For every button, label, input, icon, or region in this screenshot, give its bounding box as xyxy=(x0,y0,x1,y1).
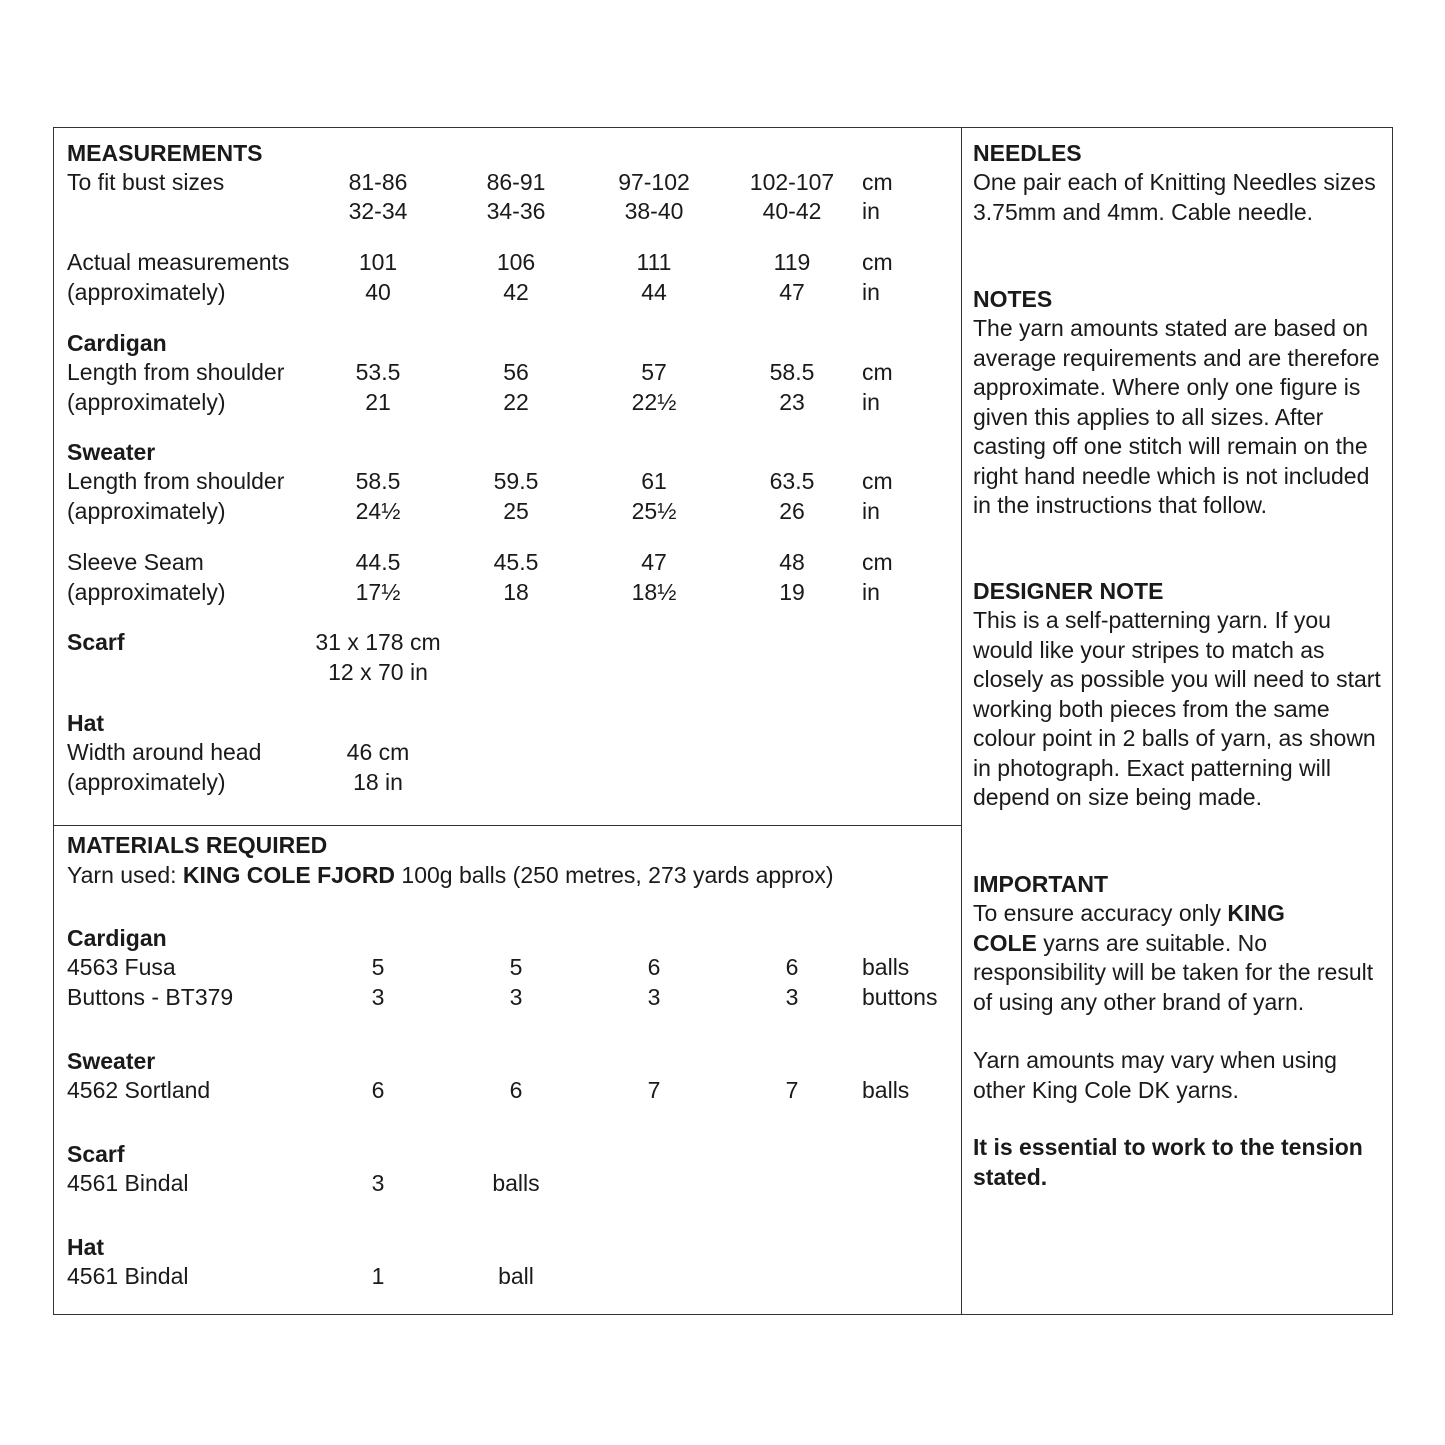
mat-cardigan-buttons-1: 3 xyxy=(371,984,385,1010)
mat-scarf-yarn-value: 3 xyxy=(371,1170,385,1196)
cardigan-in-4: 23 xyxy=(779,389,805,415)
hat-size-cm: 46 cm xyxy=(346,739,410,765)
important-text xyxy=(973,899,1385,1017)
sweater-approx-label: (approximately) xyxy=(67,498,226,524)
actual-cm-3: 111 xyxy=(636,249,672,275)
notes-title: NOTES xyxy=(973,286,1053,312)
unit-cm: cm xyxy=(862,468,893,494)
mat-cardigan-buttons-4: 3 xyxy=(785,984,799,1010)
mat-cardigan-yarn-2: 5 xyxy=(509,954,523,980)
actual-cm-1: 101 xyxy=(358,249,398,275)
mat-cardigan-yarn-4: 6 xyxy=(785,954,799,980)
hat-heading: Hat xyxy=(67,710,105,736)
mat-hat-yarn-label: 4561 Bindal xyxy=(67,1263,189,1289)
actual-cm-4: 119 xyxy=(773,249,811,275)
needles-title: NEEDLES xyxy=(973,140,1082,166)
sleeve-in-4: 19 xyxy=(779,579,805,605)
bust-cm-3: 97-102 xyxy=(618,169,690,195)
actual-in-2: 42 xyxy=(503,279,529,305)
sleeve-label: Sleeve Seam xyxy=(67,549,204,575)
sweater-in-1: 24½ xyxy=(355,498,401,524)
mat-hat-heading: Hat xyxy=(67,1234,105,1260)
notes-text: The yarn amounts stated are based on average requirements and are therefore approximate. Where only one figure is given this applies to all sizes. After casting off one stitch will remain on the right hand needle which is not included in the instructions that follow. xyxy=(973,315,1380,518)
section-divider xyxy=(53,825,961,826)
sleeve-cm-4: 48 xyxy=(779,549,805,575)
cardigan-length-label: Length from shoulder xyxy=(67,359,285,385)
mat-sweater-yarn-unit: balls xyxy=(862,1077,910,1103)
needles-text: One pair each of Knitting Needles sizes 3.75mm and 4mm. Cable needle. xyxy=(973,169,1376,225)
actual-in-1: 40 xyxy=(365,279,391,305)
sleeve-in-3: 18½ xyxy=(631,579,677,605)
bust-cm-1: 81-86 xyxy=(348,169,408,195)
cardigan-in-3: 22½ xyxy=(631,389,677,415)
important-text-suffix: yarns are suitable. No responsibility will be taken for the result of using any other brand of yarn. xyxy=(973,929,1374,1015)
mat-cardigan-buttons-2: 3 xyxy=(509,984,523,1010)
yarn-brand: KING COLE FJORD xyxy=(182,862,396,888)
mat-scarf-heading: Scarf xyxy=(67,1141,125,1167)
yarn-used-prefix: Yarn used: xyxy=(67,862,183,888)
designer-note-title: DESIGNER NOTE xyxy=(973,578,1164,604)
important-title: IMPORTANT xyxy=(973,871,1109,897)
important-brand-king: KING xyxy=(1227,900,1285,926)
sweater-heading: Sweater xyxy=(67,439,156,465)
unit-in: in xyxy=(862,279,880,305)
bust-in-3: 38-40 xyxy=(624,198,684,224)
unit-in: in xyxy=(862,389,880,415)
scarf-size-cm: 31 x 178 cm xyxy=(315,629,441,655)
mat-cardigan-buttons-unit: buttons xyxy=(862,984,938,1010)
unit-cm: cm xyxy=(862,169,893,195)
measurements-title: MEASUREMENTS xyxy=(67,140,263,166)
mat-cardigan-yarn-label: 4563 Fusa xyxy=(67,954,176,980)
yarn-used-suffix: 100g balls (250 metres, 273 yards approx) xyxy=(395,862,834,888)
scarf-size-in: 12 x 70 in xyxy=(328,659,428,685)
unit-in: in xyxy=(862,579,880,605)
unit-cm: cm xyxy=(862,249,893,275)
sweater-cm-1: 58.5 xyxy=(355,468,401,494)
mat-cardigan-yarn-3: 6 xyxy=(647,954,661,980)
mat-scarf-yarn-unit: balls xyxy=(492,1170,540,1196)
mat-scarf-yarn-label: 4561 Bindal xyxy=(67,1170,189,1196)
cardigan-in-1: 21 xyxy=(365,389,391,415)
actual-in-3: 44 xyxy=(641,279,667,305)
sleeve-in-2: 18 xyxy=(503,579,529,605)
unit-cm: cm xyxy=(862,549,893,575)
cardigan-heading: Cardigan xyxy=(67,330,167,356)
designer-note-text: This is a self-patterning yarn. If you would like your stripes to match as closely as possible you will need to start working both pieces from the same colour point in 2 balls of yarn, as shown in photograph. Exact patterning will depend on size being made. xyxy=(973,607,1381,810)
mat-sweater-yarn-1: 6 xyxy=(371,1077,385,1103)
column-divider xyxy=(961,127,962,1315)
sweater-cm-4: 63.5 xyxy=(769,468,815,494)
actual-label: Actual measurements xyxy=(67,249,290,275)
scarf-heading: Scarf xyxy=(67,629,125,655)
unit-in: in xyxy=(862,198,880,224)
sleeve-approx-label: (approximately) xyxy=(67,579,226,605)
actual-label-approx: (approximately) xyxy=(67,279,226,305)
bust-in-4: 40-42 xyxy=(762,198,822,224)
mat-sweater-yarn-4: 7 xyxy=(785,1077,799,1103)
cardigan-approx-label: (approximately) xyxy=(67,389,226,415)
bust-label: To fit bust sizes xyxy=(67,169,225,195)
sleeve-cm-2: 45.5 xyxy=(493,549,539,575)
important-text-2: Yarn amounts may vary when using other King Cole DK yarns. xyxy=(973,1047,1337,1103)
cardigan-cm-4: 58.5 xyxy=(769,359,815,385)
cardigan-cm-2: 56 xyxy=(503,359,529,385)
tension-note: It is essential to work to the tension stated. xyxy=(973,1134,1363,1190)
important-brand-cole: COLE xyxy=(973,929,1037,956)
important-text-prefix: To ensure accuracy only xyxy=(973,900,1228,926)
sweater-cm-2: 59.5 xyxy=(493,468,539,494)
mat-hat-yarn-value: 1 xyxy=(371,1263,385,1289)
mat-hat-yarn-unit: ball xyxy=(498,1263,534,1289)
mat-cardigan-buttons-3: 3 xyxy=(647,984,661,1010)
bust-in-2: 34-36 xyxy=(486,198,546,224)
yarn-used-line xyxy=(67,861,834,891)
unit-in: in xyxy=(862,498,880,524)
sleeve-cm-1: 44.5 xyxy=(355,549,401,575)
sleeve-in-1: 17½ xyxy=(355,579,401,605)
mat-cardigan-yarn-unit: balls xyxy=(862,954,910,980)
mat-sweater-yarn-3: 7 xyxy=(647,1077,661,1103)
mat-sweater-yarn-2: 6 xyxy=(509,1077,523,1103)
sleeve-cm-3: 47 xyxy=(641,549,667,575)
cardigan-cm-1: 53.5 xyxy=(355,359,401,385)
materials-title: MATERIALS REQUIRED xyxy=(67,832,328,858)
mat-cardigan-heading: Cardigan xyxy=(67,925,167,951)
actual-cm-2: 106 xyxy=(496,249,536,275)
mat-sweater-heading: Sweater xyxy=(67,1048,156,1074)
sweater-length-label: Length from shoulder xyxy=(67,468,285,494)
bust-in-1: 32-34 xyxy=(348,198,408,224)
cardigan-cm-3: 57 xyxy=(641,359,667,385)
unit-cm: cm xyxy=(862,359,893,385)
bust-cm-2: 86-91 xyxy=(486,169,546,195)
sweater-in-3: 25½ xyxy=(631,498,677,524)
actual-in-4: 47 xyxy=(779,279,805,305)
cardigan-in-2: 22 xyxy=(503,389,529,415)
mat-cardigan-yarn-1: 5 xyxy=(371,954,385,980)
sweater-in-4: 26 xyxy=(779,498,805,524)
mat-sweater-yarn-label: 4562 Sortland xyxy=(67,1077,211,1103)
sweater-cm-3: 61 xyxy=(641,468,667,494)
hat-width-label: Width around head xyxy=(67,739,262,765)
mat-cardigan-buttons-label: Buttons - BT379 xyxy=(67,984,234,1010)
hat-approx-label: (approximately) xyxy=(67,769,226,795)
hat-size-in: 18 in xyxy=(353,769,403,795)
sweater-in-2: 25 xyxy=(503,498,529,524)
bust-cm-4: 102-107 xyxy=(749,169,835,195)
